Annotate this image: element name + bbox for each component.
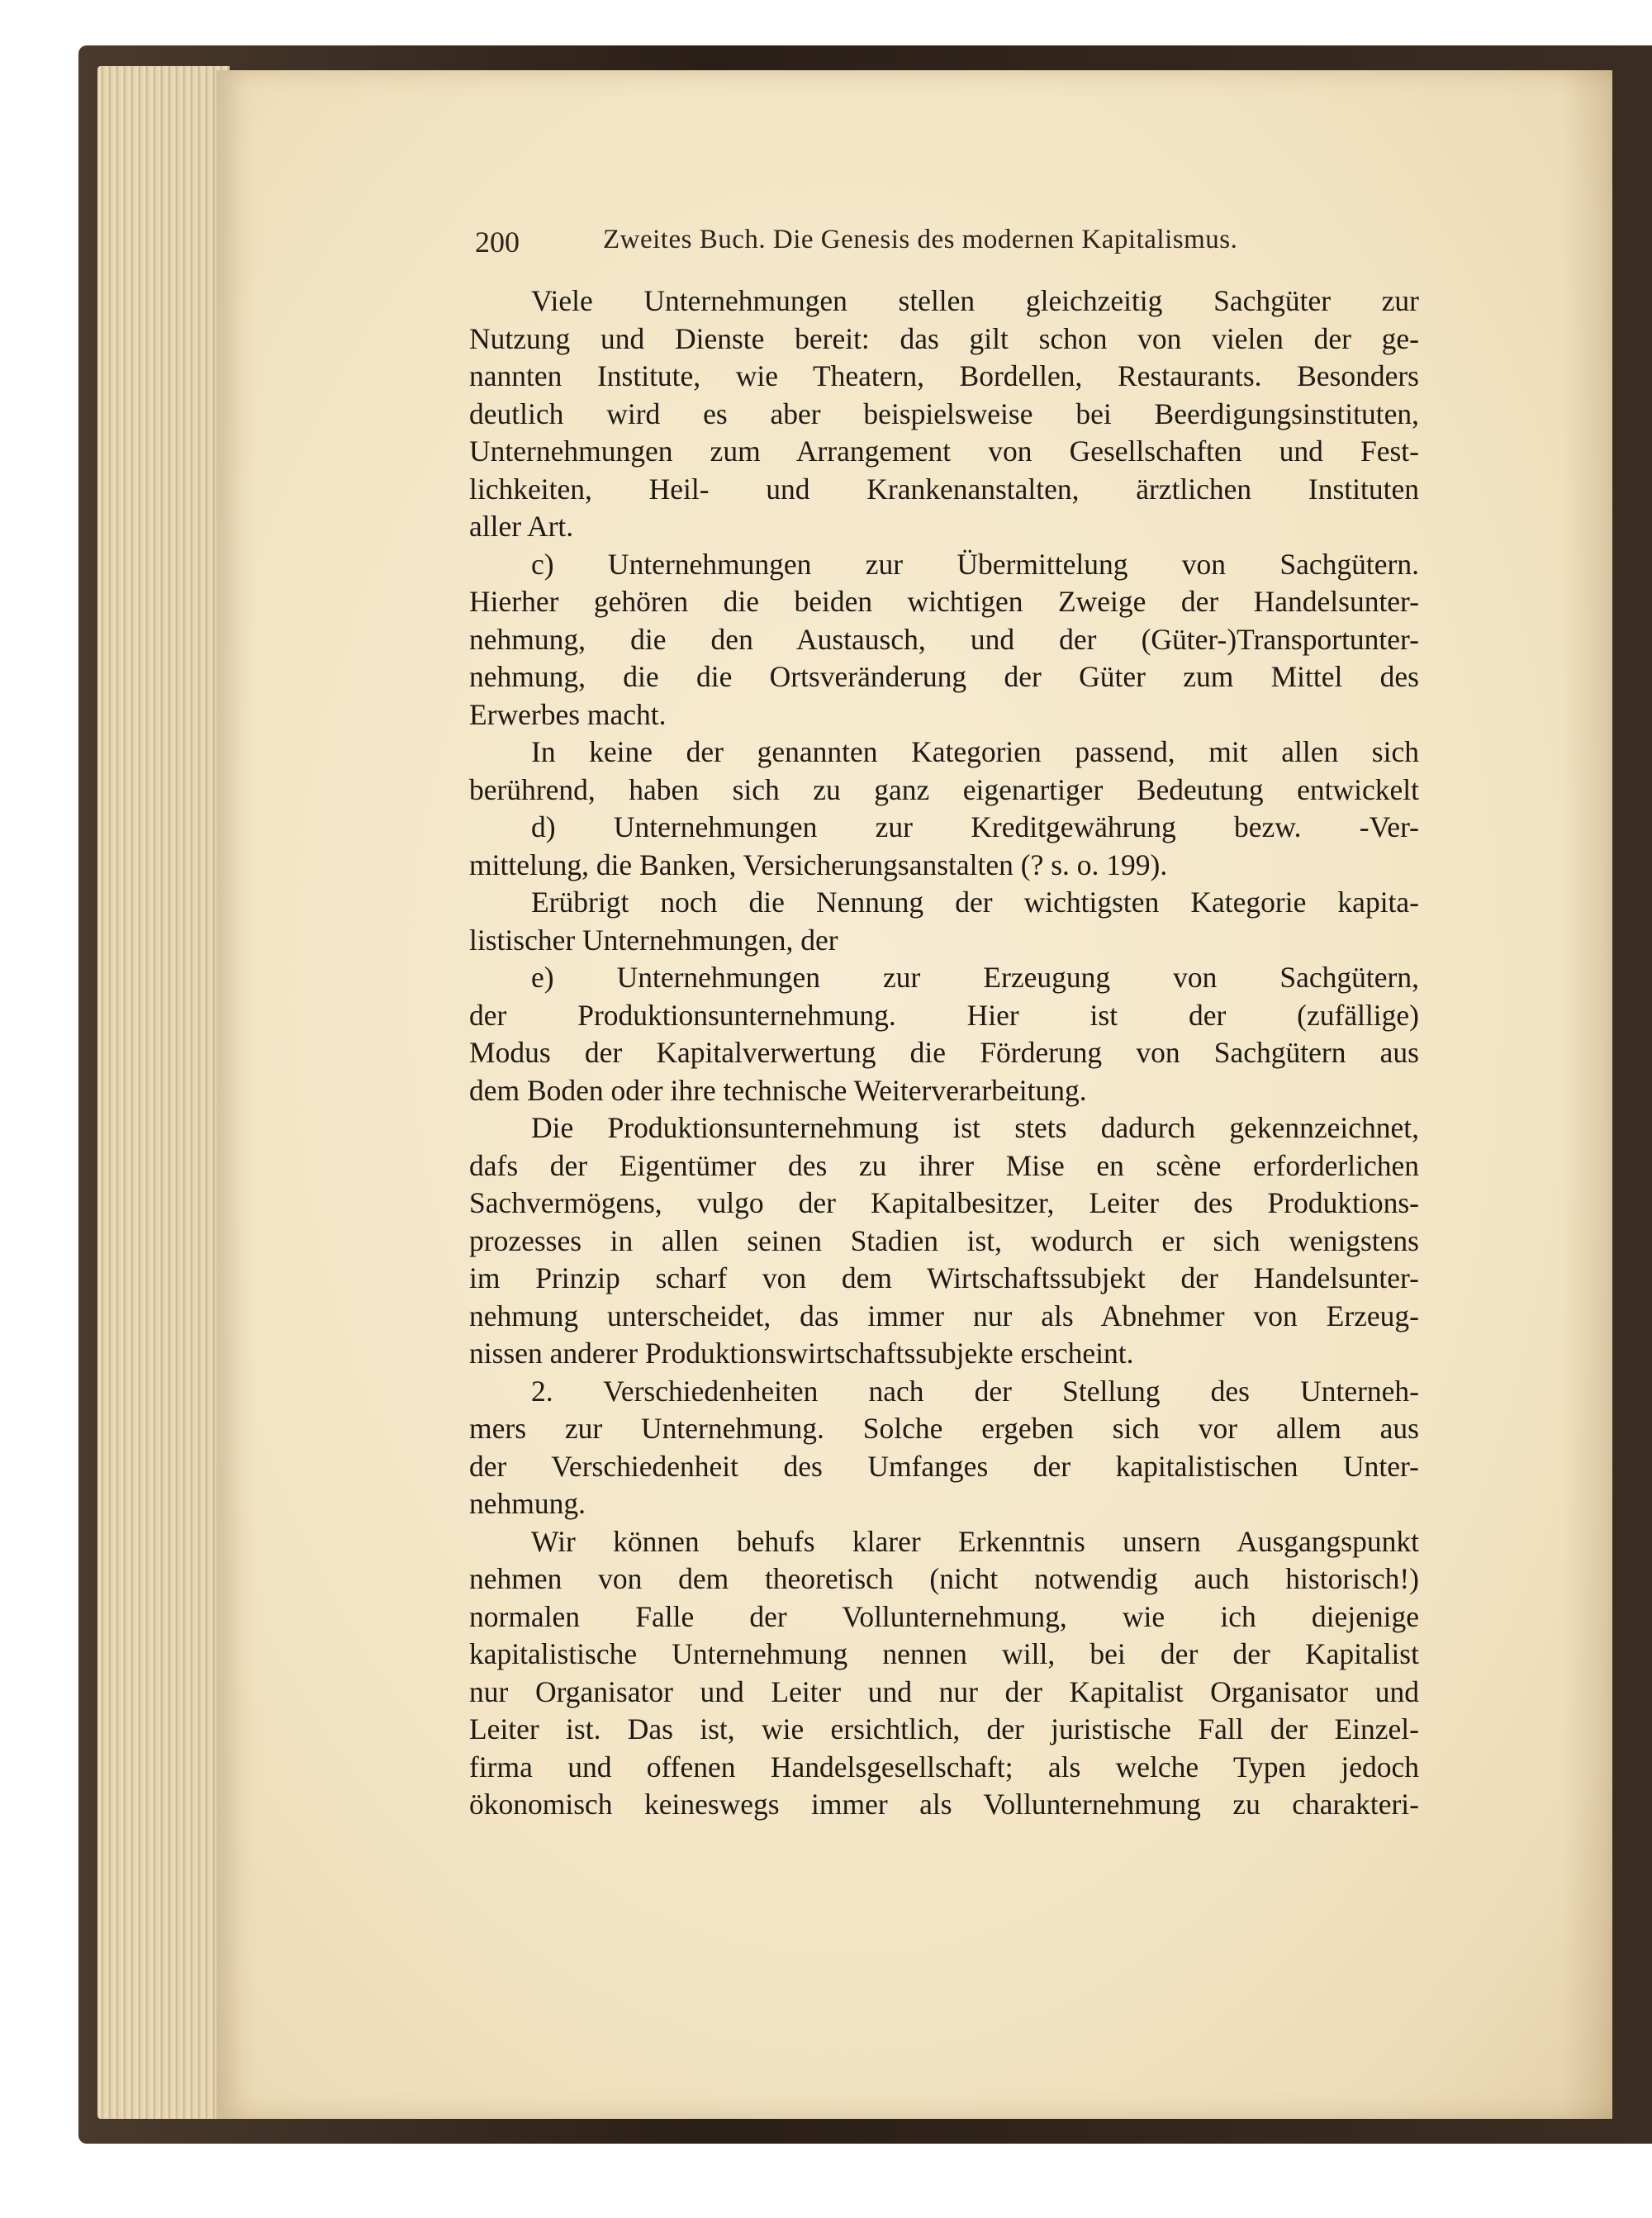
text-line: Nutzung und Dienste bereit: das gilt schon von vielen der ge-	[469, 321, 1419, 355]
text-line: mers zur Unternehmung. Solche ergeben sich vor allem aus	[469, 1412, 1419, 1445]
text-line: Leiter ist. Das ist, wie ersichtlich, der juristische Fall der Einzel-	[469, 1712, 1419, 1745]
text-line: ökonomisch keineswegs immer als Vollunternehmung zu charakteri-	[469, 1788, 1419, 1821]
page-edges	[97, 66, 230, 2119]
text-line: d) Unternehmungen zur Kreditgewährung bezw. -Ver-	[531, 810, 1419, 843]
text-line: nehmung, die die Ortsveränderung der Güter zum Mittel des	[469, 660, 1419, 693]
text-line: Sachvermögens, vulgo der Kapitalbesitzer, Leiter des Produktions-	[469, 1186, 1419, 1219]
text-line: c) Unternehmungen zur Übermittelung von Sachgütern.	[531, 547, 1419, 581]
text-line: prozesses in allen seinen Stadien ist, wodurch er sich wenigstens	[469, 1223, 1419, 1257]
text-line: Die Produktionsunternehmung ist stets dadurch gekennzeichnet,	[531, 1111, 1419, 1144]
text-line: normalen Falle der Vollunternehmung, wie ich diejenige	[469, 1599, 1419, 1633]
text-line: berührend, haben sich zu ganz eigenartiger Bedeutung entwickelt	[469, 772, 1419, 806]
text-line: Unternehmungen zum Arrangement von Gesellschaften und Fest-	[469, 435, 1419, 468]
text-line: nehmung unterscheidet, das immer nur als Abnehmer von Erzeug-	[469, 1299, 1419, 1332]
text-line: nehmen von dem theoretisch (nicht notwendig auch historisch!)	[469, 1562, 1419, 1595]
body-text	[469, 283, 1419, 1824]
text-line: dafs der Eigentümer des zu ihrer Mise en scène erforderlichen	[469, 1148, 1419, 1182]
running-head	[475, 216, 1425, 266]
text-line: im Prinzip scharf von dem Wirtschaftssubjekt der Handelsunter-	[469, 1261, 1419, 1294]
text-line: 2. Verschiedenheiten nach der Stellung des Unterneh-	[531, 1374, 1419, 1408]
text-line: Modus der Kapitalverwertung die Förderung von Sachgütern aus	[469, 1036, 1419, 1069]
text-line: Wir können behufs klarer Erkenntnis unsern Ausgangspunkt	[531, 1524, 1419, 1558]
text-line: nannten Institute, wie Theatern, Bordellen, Restaurants. Besonders	[469, 359, 1419, 392]
text-line: Hierher gehören die beiden wichtigen Zweige der Handelsunter-	[469, 585, 1419, 618]
text-line: nehmung, die den Austausch, und der (Güter-)Transportunter-	[469, 622, 1419, 656]
text-line: listischer Unternehmungen, der	[469, 923, 838, 957]
text-line: Erübrigt noch die Nennung der wichtigsten Kategorie kapita-	[531, 886, 1419, 919]
text-line: Viele Unternehmungen stellen gleichzeitig Sachgüter zur	[531, 284, 1419, 317]
text-line: nur Organisator und Leiter und nur der Kapitalist Organisator und	[469, 1674, 1419, 1708]
text-line: der Verschiedenheit des Umfanges der kapitalistischen Unter-	[469, 1449, 1419, 1483]
text-line: nissen anderer Produktionswirtschaftssubjekte erscheint.	[469, 1337, 1134, 1370]
text-line: der Produktionsunternehmung. Hier ist der (zufällige)	[469, 998, 1419, 1032]
text-line: Erwerbes macht.	[469, 697, 667, 731]
running-head-title: Zweites Buch. Die Genesis des modernen Kapitalismus.	[603, 225, 1238, 254]
text-line: In keine der genannten Kategorien passend, mit allen sich	[531, 735, 1419, 768]
text-line: firma und offenen Handelsgesellschaft; als welche Typen jedoch	[469, 1750, 1419, 1783]
text-line: e) Unternehmungen zur Erzeugung von Sachgütern,	[531, 961, 1419, 994]
text-line: mittelung, die Banken, Versicherungsanstalten (? s. o. 199).	[469, 848, 1168, 881]
text-line: kapitalistische Unternehmung nennen will, bei der der Kapitalist	[469, 1637, 1419, 1670]
page-number: 200	[475, 226, 520, 259]
text-line: aller Art.	[469, 510, 574, 543]
text-line: deutlich wird es aber beispielsweise bei Beerdigungsinstituten,	[469, 397, 1419, 430]
text-line: lichkeiten, Heil- und Krankenanstalten, ärztlichen Instituten	[469, 472, 1419, 506]
text-line: nehmung.	[469, 1487, 586, 1520]
text-line: dem Boden oder ihre technische Weiterverarbeitung.	[469, 1073, 1087, 1107]
